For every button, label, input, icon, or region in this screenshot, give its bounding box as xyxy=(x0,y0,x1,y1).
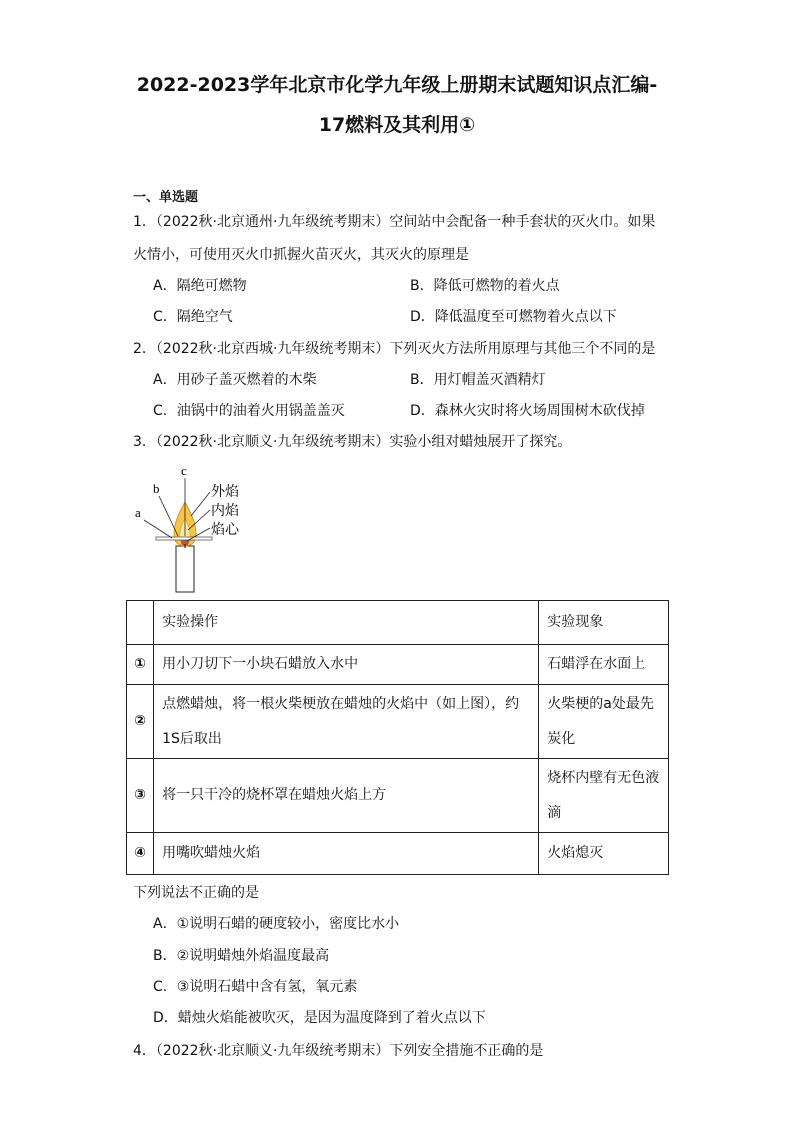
q2-stem: 2．（2022秋·北京西城·九年级统考期末）下列灭火方法所用原理与其他三个不同的是 xyxy=(133,341,656,357)
document-title-line1: 2022-2023学年北京市化学九年级上册期末试题知识点汇编- xyxy=(136,74,658,96)
document-title-line2: 17燃料及其利用① xyxy=(318,114,476,136)
label-a: a xyxy=(135,505,141,520)
row-observation-line1: 火柴梗的a处最先 xyxy=(547,695,654,712)
q2-option-a[interactable]: A．用砂子盖灭燃着的木柴 xyxy=(153,372,317,388)
label-c: c xyxy=(181,463,187,478)
label-flame-core: 焰心 xyxy=(211,522,239,538)
row-operation-line1: 点燃蜡烛，将一根火柴梗放在蜡烛的火焰中（如上图），约 xyxy=(162,695,520,712)
q1-stem-line1: 1．（2022秋·北京通州·九年级统考期末）空间站中会配备一种手套状的灭火巾。如果 xyxy=(133,214,656,230)
table-header-operation: 实验操作 xyxy=(154,601,539,645)
row-operation-line2: 1S后取出 xyxy=(162,730,222,747)
row-number: ④ xyxy=(127,833,154,875)
row-observation-line1: 烧杯内壁有无色液 xyxy=(547,769,660,786)
row-number: ③ xyxy=(127,759,154,833)
q3-stem: 3．（2022秋·北京顺义·九年级统考期末）实验小组对蜡烛展开了探究。 xyxy=(133,434,572,450)
q2-option-b[interactable]: B．用灯帽盖灭酒精灯 xyxy=(410,372,546,388)
row-number: ① xyxy=(127,645,154,685)
row-observation: 石蜡浮在水面上 xyxy=(539,645,669,685)
q4-stem: 4．（2022秋·北京顺义·九年级统考期末）下列安全措施不正确的是 xyxy=(133,1043,544,1059)
experiment-table xyxy=(126,600,669,875)
table-header-num xyxy=(127,601,154,645)
candle-body xyxy=(176,546,194,592)
q3-prompt: 下列说法不正确的是 xyxy=(133,885,259,901)
section-heading: 一、单选题 xyxy=(133,190,199,205)
table-header-observation: 实验现象 xyxy=(539,601,669,645)
q3-option-c[interactable]: C．③说明石蜡中含有氢，氧元素 xyxy=(153,979,358,995)
candle-flame-diagram xyxy=(128,460,258,595)
label-outer-flame: 外焰 xyxy=(211,484,239,500)
row-observation xyxy=(539,685,669,759)
matchstick xyxy=(156,537,212,540)
q3-option-b[interactable]: B．②说明蜡烛外焰温度最高 xyxy=(153,948,330,964)
table-row xyxy=(127,833,669,875)
pointer-a xyxy=(144,520,172,538)
q3-option-d[interactable]: D．蜡烛火焰能被吹灭，是因为温度降到了着火点以下 xyxy=(153,1010,486,1026)
row-number: ② xyxy=(127,685,154,759)
row-operation: 将一只干冷的烧杯罩在蜡烛火焰上方 xyxy=(154,759,539,833)
q1-option-b[interactable]: B．降低可燃物的着火点 xyxy=(410,278,560,294)
table-row xyxy=(127,645,669,685)
q3-option-a[interactable]: A．①说明石蜡的硬度较小，密度比水小 xyxy=(153,916,400,932)
row-operation: 用嘴吹蜡烛火焰 xyxy=(154,833,539,875)
row-observation-line2: 滴 xyxy=(547,804,562,821)
row-operation: 用小刀切下一小块石蜡放入水中 xyxy=(154,645,539,685)
table-row xyxy=(127,685,669,759)
table-header-row xyxy=(127,601,669,645)
row-observation-line2: 炭化 xyxy=(547,730,576,747)
table-row xyxy=(127,759,669,833)
q2-option-c[interactable]: C．油锅中的油着火用锅盖盖灭 xyxy=(153,403,345,419)
row-observation: 火焰熄灭 xyxy=(539,833,669,875)
q2-option-d[interactable]: D．森林火灾时将火场周围树木砍伐掉 xyxy=(410,403,645,419)
row-observation xyxy=(539,759,669,833)
pointer-b xyxy=(159,496,178,536)
q1-option-c[interactable]: C．隔绝空气 xyxy=(153,309,233,325)
label-inner-flame: 内焰 xyxy=(211,503,239,519)
q1-option-a[interactable]: A．隔绝可燃物 xyxy=(153,278,247,294)
q1-option-d[interactable]: D．降低温度至可燃物着火点以下 xyxy=(410,309,617,325)
row-operation xyxy=(154,685,539,759)
q1-stem-line2: 火情小，可使用灭火巾抓握火苗灭火，其灭火的原理是 xyxy=(133,247,469,263)
label-b: b xyxy=(153,481,160,496)
